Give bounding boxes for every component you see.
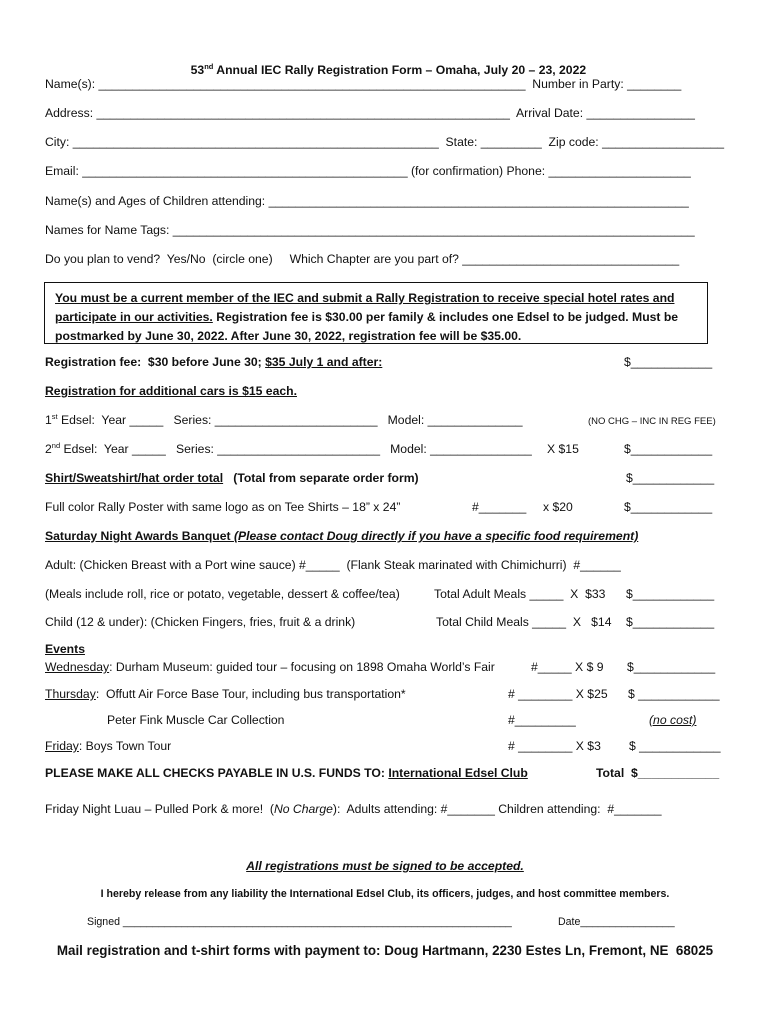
- event-wednesday: Wednesday: Durham Museum: guided tour – focusing on 1898 Omaha World’s Fair: [45, 660, 495, 674]
- shirt-order-amount[interactable]: $____________: [626, 471, 715, 485]
- email-field[interactable]: Email: ________________________________________________ (for confirmation) Phone: _____________________: [45, 164, 691, 178]
- signature-required-note: All registrations must be signed to be accepted.: [246, 859, 524, 873]
- event-wednesday-qty[interactable]: #_____ X $ 9: [531, 660, 604, 674]
- banquet-heading: Saturday Night Awards Banquet (Please contact Doug directly if you have a specific food requirement): [45, 529, 639, 543]
- event-wednesday-amount[interactable]: $____________: [627, 660, 716, 674]
- shirt-order-row: Shirt/Sweatshirt/hat order total (Total from separate order form): [45, 471, 419, 485]
- signature-field[interactable]: Signed __________________________________________________________________: [87, 916, 512, 928]
- luau-row[interactable]: Friday Night Luau – Pulled Pork & more! (No Charge): Adults attending: #_______ Children attending: #_______: [45, 802, 662, 816]
- poster-qty[interactable]: #_______: [472, 500, 527, 514]
- event-friday-amount[interactable]: $ ____________: [629, 739, 721, 753]
- event-fink-qty[interactable]: #_________: [508, 713, 576, 727]
- poster-multiplier: x $20: [543, 500, 573, 514]
- adult-meals-total[interactable]: Total Adult Meals _____ X $33: [434, 587, 606, 601]
- nametags-field[interactable]: Names for Name Tags: _____________________________________________________________________________: [45, 223, 695, 237]
- adult-meal-row[interactable]: Adult: (Chicken Breast with a Port wine sauce) #_____ (Flank Steak marinated with Chimichurri) #______: [45, 558, 621, 572]
- edsel-1-note: (NO CHG – INC IN REG FEE): [588, 416, 716, 427]
- grand-total[interactable]: Total $____________: [596, 766, 720, 780]
- edsel-2-multiplier: X $15: [547, 442, 579, 456]
- liability-release: I hereby release from any liability the International Edsel Club, its officers, judges, and host committee members.: [100, 888, 670, 900]
- poster-amount[interactable]: $____________: [624, 500, 713, 514]
- child-meals-total[interactable]: Total Child Meals _____ X $14: [436, 615, 612, 629]
- event-fink-collection: Peter Fink Muscle Car Collection: [107, 713, 285, 727]
- mail-instructions: Mail registration and t-shirt forms with payment to: Doug Hartmann, 2230 Estes Ln, Fremont, NE 68025: [56, 943, 714, 958]
- edsel-1-row[interactable]: 1st Edsel: Year _____ Series: ________________________ Model: ______________: [45, 411, 523, 427]
- registration-fee-amount[interactable]: $____________: [624, 355, 713, 369]
- event-friday-qty[interactable]: # ________ X $3: [508, 739, 601, 753]
- membership-notice-text: You must be a current member of the IEC and submit a Rally Registration to receive special hotel rates and participate in our activities. Registration fee is $30.00 per family & includes one Edsel to be judged. Must be postmarked by June 30, 2022. After June 30, 2022, registration fee will be $35.00.: [55, 291, 679, 343]
- poster-row: Full color Rally Poster with same logo as on Tee Shirts – 18” x 24”: [45, 500, 401, 514]
- edsel-2-amount[interactable]: $____________: [624, 442, 713, 456]
- edsel-2-row[interactable]: 2nd Edsel: Year _____ Series: ________________________ Model: _______________: [45, 440, 532, 456]
- names-field[interactable]: Name(s): _______________________________________________________________ Number in Party: ________: [45, 77, 682, 91]
- children-field[interactable]: Name(s) and Ages of Children attending: ______________________________________________________________: [45, 194, 689, 208]
- city-field[interactable]: City: ______________________________________________________ State: _________ Zip code: __________________: [45, 135, 725, 149]
- event-thursday: Thursday: Offutt Air Force Base Tour, including bus transportation*: [45, 687, 406, 701]
- event-fink-cost: (no cost): [649, 713, 697, 727]
- event-friday: Friday: Boys Town Tour: [45, 739, 172, 753]
- form-title: 53nd Annual IEC Rally Registration Form – Omaha, July 20 – 23, 2022: [190, 61, 587, 77]
- registration-fee-label: Registration fee: $30 before June 30; $35 July 1 and after:: [45, 355, 383, 369]
- adult-meals-amount[interactable]: $____________: [626, 587, 715, 601]
- meals-include-row: (Meals include roll, rice or potato, vegetable, dessert & coffee/tea): [45, 587, 400, 601]
- additional-cars-note: Registration for additional cars is $15 each.: [45, 384, 297, 398]
- vend-field[interactable]: Do you plan to vend? Yes/No (circle one) Which Chapter are you part of? ________________________________: [45, 252, 680, 266]
- address-field[interactable]: Address: _____________________________________________________________ Arrival Date: ________________: [45, 106, 695, 120]
- child-meal-row: Child (12 & under): (Chicken Fingers, fries, fruit & a drink): [45, 615, 356, 629]
- event-thursday-amount[interactable]: $ ____________: [628, 687, 720, 701]
- checks-payable: PLEASE MAKE ALL CHECKS PAYABLE IN U.S. FUNDS TO: International Edsel Club: [45, 766, 528, 780]
- child-meals-amount[interactable]: $____________: [626, 615, 715, 629]
- date-field[interactable]: Date________________: [558, 916, 675, 928]
- events-heading: Events: [45, 642, 85, 656]
- event-thursday-qty[interactable]: # ________ X $25: [508, 687, 608, 701]
